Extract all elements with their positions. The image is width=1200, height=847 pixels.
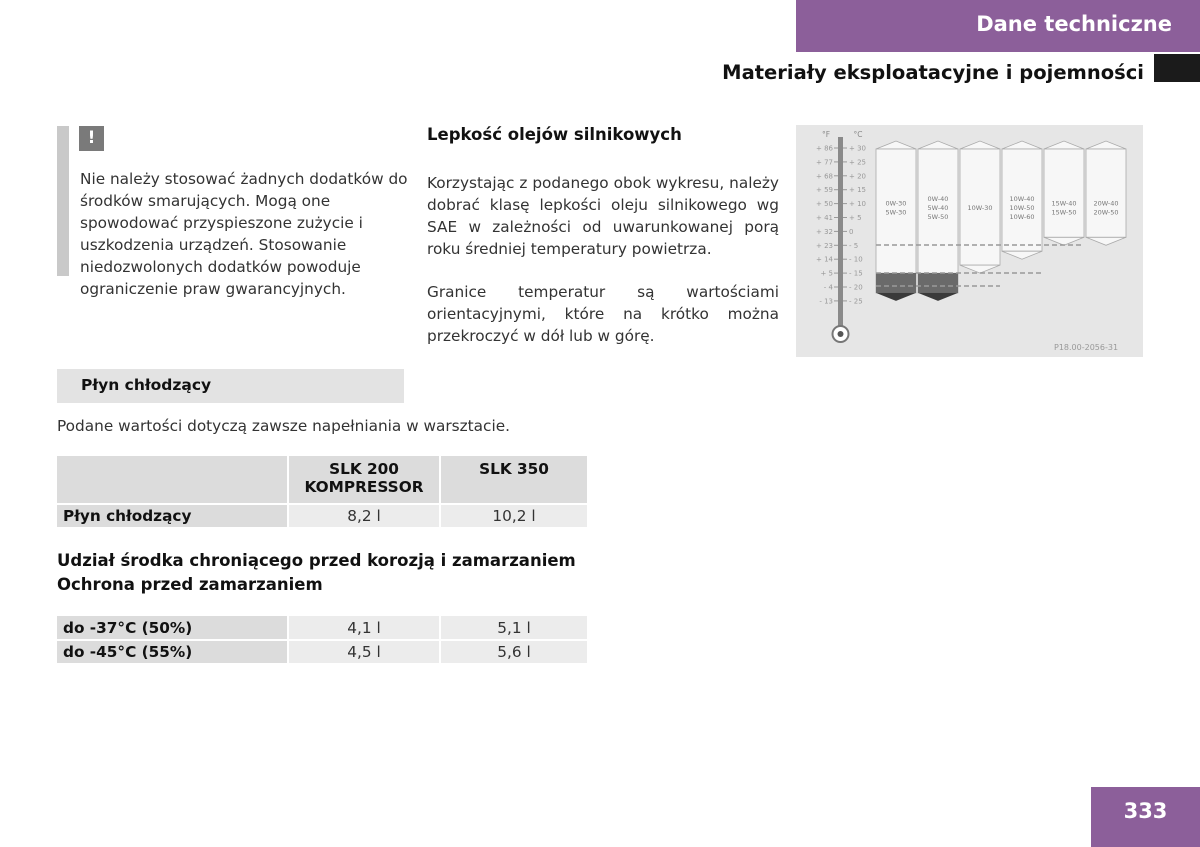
grade-label: 10W-50 [1009,204,1035,212]
fahrenheit-tick-label: + 68 [816,172,833,181]
grade-label: 0W-30 [885,199,907,208]
celsius-tick-label: 0 [849,227,854,236]
section-title: Dane techniczne [976,12,1172,36]
grade-label: 15W-40 [1051,199,1077,208]
grade-column [1086,149,1126,237]
fahrenheit-tick-label: - 4 [823,283,833,292]
viscosity-chart [796,125,1143,357]
heading-marker [1154,54,1200,82]
warning-text: Nie należy stosować żadnych dodatków do środków smarujących. Mogą one spowodować przyspieszone zużycie i uszkodzenia urządzeń. Stosowanie niedozwolonych dodatków powoduje ograniczenie praw gwarancyjnych. [80,170,408,298]
viscosity-chart-svg [796,125,1143,357]
unit-f-label: °F [821,130,831,139]
celsius-tick-label: - 25 [849,297,863,306]
celsius-scale [843,145,866,306]
celsius-tick-label: - 15 [849,269,863,278]
celsius-tick-label: + 5 [849,214,862,222]
grade-label: 15W-50 [1051,208,1077,217]
fahrenheit-tick-label: + 23 [816,241,833,250]
unit-c-label: °C [853,130,863,139]
protection-title [57,549,576,597]
fahrenheit-tick-label: - 13 [819,297,833,306]
celsius-tick-label: - 10 [849,255,863,264]
grade-column-tip [1002,251,1042,259]
viscosity-paragraph-2: Granice temperatur są wartościami orientacyjnymi, które na krótko można przekroczyć w dół lub w górę. [427,283,779,345]
thermometer-tube [838,137,843,333]
grade-label: 5W-40 [927,204,949,212]
grade-label: 20W-40 [1093,199,1119,208]
thermometer-bulb-core [838,331,844,337]
page-title: Materiały eksploatacyjne i pojemności [722,61,1144,84]
protection-title-line-2: Ochrona przed zamarzaniem [57,575,323,594]
table-corner [57,456,288,504]
grade-column-tip [1086,237,1126,245]
grade-column-tip [1044,237,1084,245]
celsius-tick-label: + 10 [849,200,866,209]
grade-column-cap [876,141,916,149]
grade-column [876,149,916,293]
value-cell: 5,1 l [440,616,588,640]
grade-label: 10W-40 [1009,195,1035,203]
fahrenheit-tick-label: + 32 [816,227,833,236]
value-cell: 5,6 l [440,640,588,664]
column-header-slk200 [288,456,440,504]
column-header-text: SLK 200 KOMPRESSOR [304,460,424,496]
fahrenheit-tick-label: + 41 [816,214,833,222]
value-cell: 4,5 l [288,640,440,664]
chart-reference: P18.00-2056-31 [1054,343,1119,352]
grade-columns [876,141,1126,301]
column-header-text: SLK 350 [479,460,549,478]
fahrenheit-tick-label: + 59 [816,186,833,195]
celsius-tick-label: + 15 [849,186,866,195]
grade-column-cap [1002,141,1042,149]
grade-column [1044,149,1084,237]
grade-column-tip [918,293,958,301]
celsius-tick-label: + 25 [849,158,866,167]
coolant-band [57,369,404,403]
grade-column-tip [876,293,916,301]
celsius-tick-label: - 5 [849,241,859,250]
fahrenheit-tick-label: + 86 [816,144,833,153]
fahrenheit-tick-label: + 50 [816,200,833,209]
fahrenheit-scale [816,145,838,306]
grade-label: 5W-50 [927,213,949,221]
coolant-band-label: Płyn chłodzący [81,376,212,394]
viscosity-paragraph-1: Korzystając z podanego obok wykresu, należy dobrać klasę lepkości oleju silnikowego wg SAE w zależności od uwarunkowanej porą roku średniej temperatury powietrza. [427,174,779,258]
celsius-tick-label: + 30 [849,144,866,153]
page-number-tab [1091,787,1200,847]
column-header-slk350 [440,456,588,504]
grade-column-cold-band [876,273,916,293]
protection-title-line-1: Udział środka chroniącego przed korozją i zamarzaniem [57,551,576,570]
grade-label: 5W-30 [885,208,907,217]
fahrenheit-tick-label: + 5 [820,269,833,278]
celsius-tick-label: - 20 [849,283,863,292]
coolant-table [57,456,589,529]
grade-column-cold-band [918,273,958,293]
viscosity-title: Lepkość olejów silnikowych [427,125,682,144]
page-number: 333 [1123,799,1168,823]
warning-stripe [57,126,69,276]
warning-icon: ! [79,126,104,151]
grade-label: 0W-40 [927,195,949,203]
grade-label: 10W-60 [1009,213,1035,221]
fahrenheit-tick-label: + 14 [816,255,833,264]
row-label: do -37°C (50%) [57,616,288,640]
value-cell: 4,1 l [288,616,440,640]
grade-column-cap [1086,141,1126,149]
grade-column-cap [960,141,1000,149]
grade-label: 10W-30 [967,204,993,212]
row-label: do -45°C (55%) [57,640,288,664]
grade-column-cap [918,141,958,149]
celsius-tick-label: + 20 [849,172,866,181]
grade-column-cap [1044,141,1084,149]
row-label: Płyn chłodzący [57,504,288,528]
grade-label: 20W-50 [1093,208,1119,217]
grade-column-tip [960,265,1000,273]
protection-table [57,616,589,665]
coolant-note: Podane wartości dotyczą zawsze napełniania w warsztacie. [57,417,510,435]
value-cell: 8,2 l [288,504,440,528]
value-cell: 10,2 l [440,504,588,528]
section-tab [796,0,1200,52]
fahrenheit-tick-label: + 77 [816,158,833,167]
